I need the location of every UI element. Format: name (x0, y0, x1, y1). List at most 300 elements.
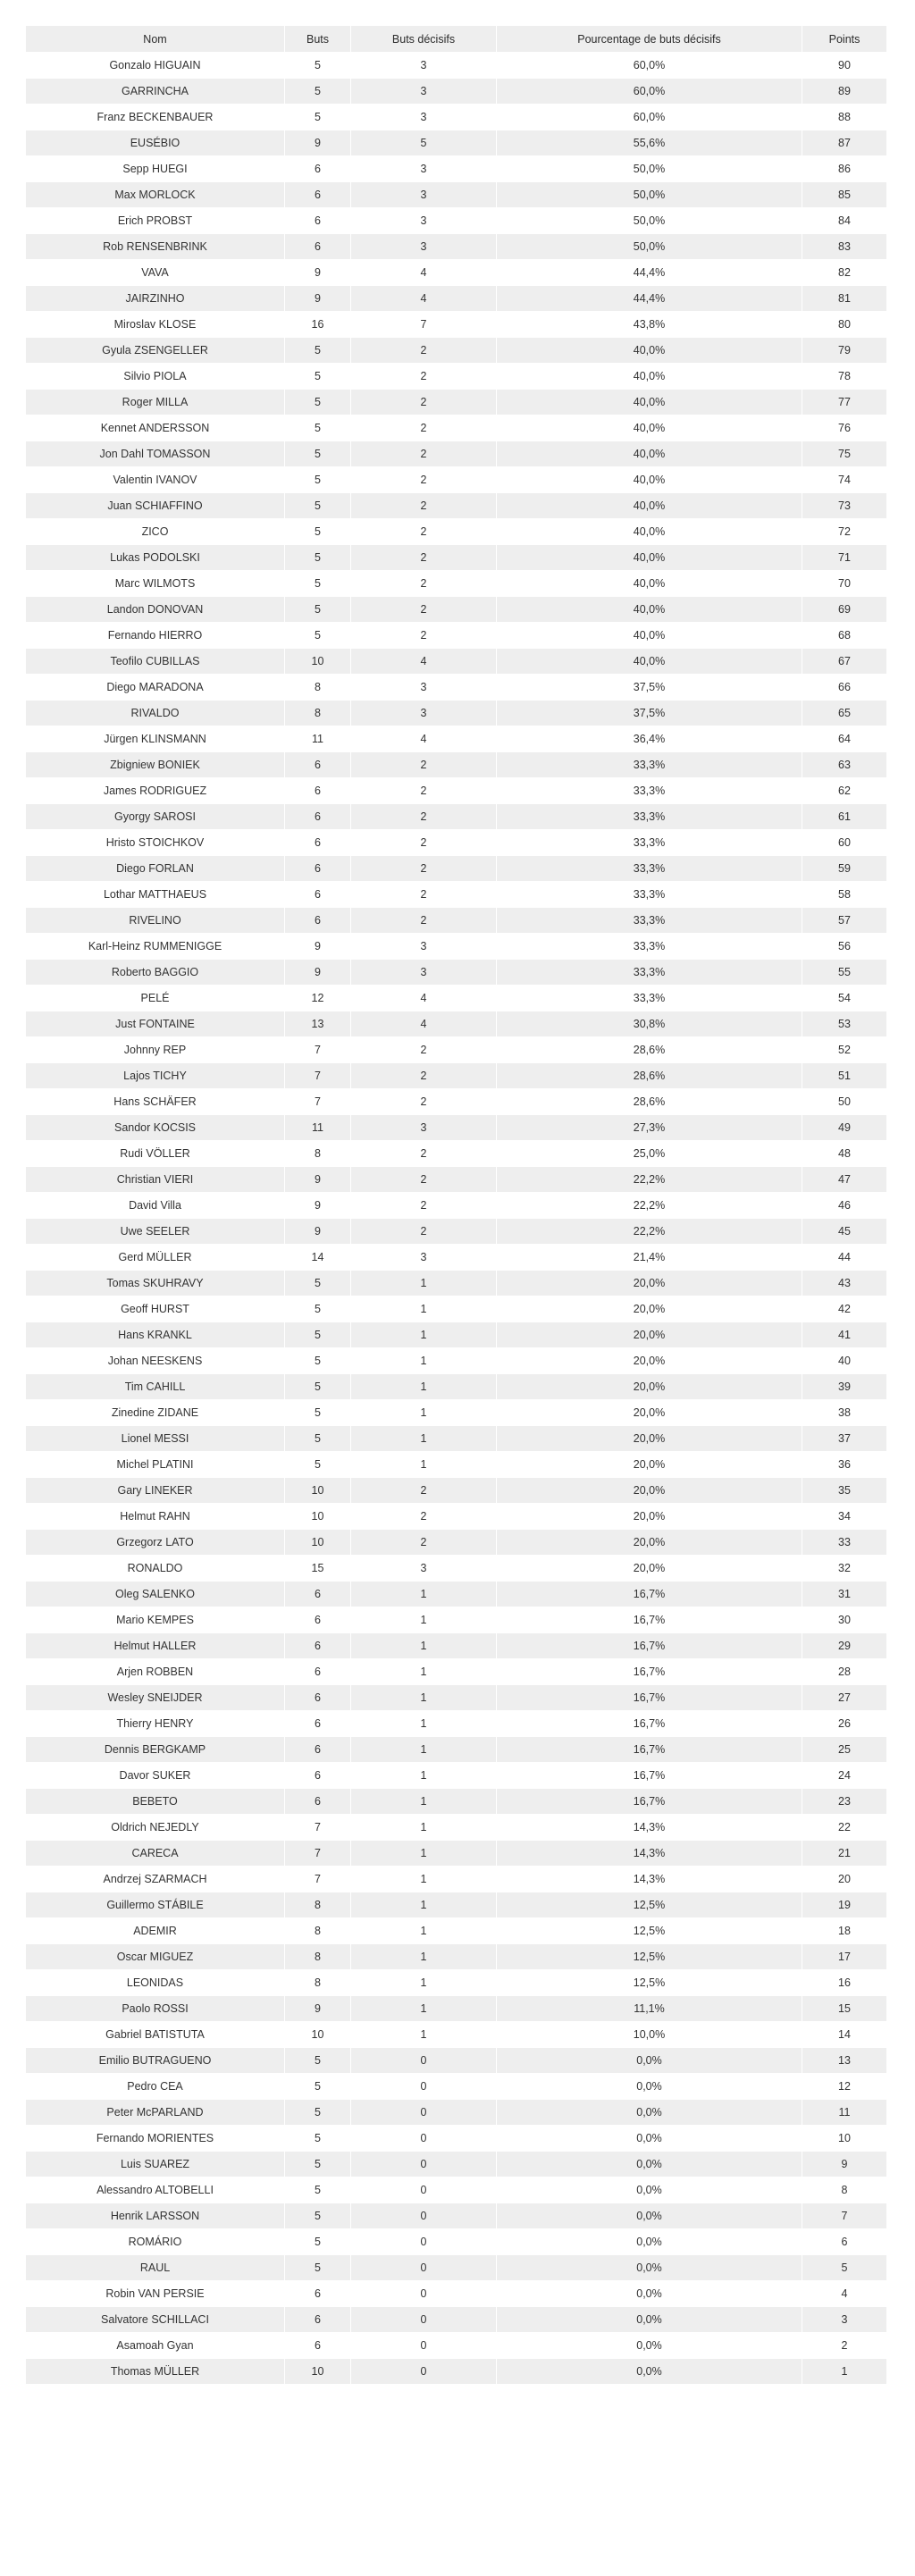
table-row[interactable] (26, 156, 886, 181)
table-row[interactable] (26, 1219, 886, 1244)
cell-nom: Asamoah Gyan (26, 2333, 284, 2358)
table-row[interactable] (26, 1115, 886, 1140)
table-row[interactable] (26, 2022, 886, 2047)
cell-pourcentage: 28,6% (497, 1037, 802, 1062)
table-row[interactable] (26, 2307, 886, 2332)
table-row[interactable] (26, 986, 886, 1011)
cell-pourcentage: 16,7% (497, 1685, 802, 1710)
table-row[interactable] (26, 1737, 886, 1762)
cell-nom: Diego MARADONA (26, 675, 284, 700)
cell-buts-decisifs: 1 (351, 1374, 496, 1399)
cell-pourcentage: 0,0% (497, 2048, 802, 2073)
cell-points: 34 (802, 1504, 886, 1529)
cell-buts: 8 (285, 1970, 350, 1995)
cell-buts: 7 (285, 1867, 350, 1892)
cell-points: 53 (802, 1011, 886, 1036)
cell-buts: 6 (285, 778, 350, 803)
table-row[interactable] (26, 1996, 886, 2021)
cell-pourcentage: 12,5% (497, 1918, 802, 1943)
cell-buts-decisifs: 0 (351, 2203, 496, 2228)
cell-buts: 5 (285, 53, 350, 78)
cell-buts: 9 (285, 934, 350, 959)
cell-buts: 5 (285, 623, 350, 648)
cell-buts-decisifs: 2 (351, 390, 496, 415)
table-row[interactable] (26, 1167, 886, 1192)
cell-nom: Marc WILMOTS (26, 571, 284, 596)
cell-points: 42 (802, 1296, 886, 1322)
cell-nom: Dennis BERGKAMP (26, 1737, 284, 1762)
cell-pourcentage: 25,0% (497, 1141, 802, 1166)
table-row[interactable] (26, 804, 886, 829)
table-row[interactable] (26, 1892, 886, 1917)
cell-pourcentage: 0,0% (497, 2152, 802, 2177)
cell-buts-decisifs: 2 (351, 338, 496, 363)
table-row[interactable] (26, 778, 886, 803)
column-header-pourcentage[interactable]: Pourcentage de buts décisifs (497, 26, 802, 52)
table-row[interactable] (26, 1763, 886, 1788)
cell-pourcentage: 22,2% (497, 1219, 802, 1244)
table-row[interactable] (26, 1296, 886, 1322)
cell-pourcentage: 0,0% (497, 2203, 802, 2228)
table-row[interactable] (26, 1711, 886, 1736)
table-row[interactable] (26, 2281, 886, 2306)
table-row[interactable] (26, 2255, 886, 2280)
cell-points: 65 (802, 701, 886, 726)
cell-buts: 6 (285, 1582, 350, 1607)
cell-pourcentage: 37,5% (497, 675, 802, 700)
cell-buts-decisifs: 3 (351, 208, 496, 233)
table-row[interactable] (26, 2100, 886, 2125)
cell-nom: Lionel MESSI (26, 1426, 284, 1451)
cell-nom: Helmut HALLER (26, 1633, 284, 1658)
table-row[interactable] (26, 1141, 886, 1166)
cell-points: 66 (802, 675, 886, 700)
cell-buts-decisifs: 4 (351, 1011, 496, 1036)
cell-points: 11 (802, 2100, 886, 2125)
cell-points: 60 (802, 830, 886, 855)
table-row[interactable] (26, 908, 886, 933)
cell-nom: Peter McPARLAND (26, 2100, 284, 2125)
player-stats-table (25, 25, 887, 2385)
cell-buts: 6 (285, 1711, 350, 1736)
table-row[interactable] (26, 1841, 886, 1866)
cell-points: 44 (802, 1245, 886, 1270)
cell-buts: 7 (285, 1037, 350, 1062)
table-row[interactable] (26, 571, 886, 596)
cell-points: 52 (802, 1037, 886, 1062)
cell-points: 82 (802, 260, 886, 285)
cell-buts: 5 (285, 2074, 350, 2099)
cell-nom: Oleg SALENKO (26, 1582, 284, 1607)
cell-nom: Tomas SKUHRAVY (26, 1271, 284, 1296)
table-row[interactable] (26, 649, 886, 674)
cell-nom: Andrzej SZARMACH (26, 1867, 284, 1892)
cell-buts-decisifs: 2 (351, 597, 496, 622)
cell-points: 67 (802, 649, 886, 674)
cell-points: 48 (802, 1141, 886, 1166)
table-row[interactable] (26, 1037, 886, 1062)
cell-buts: 10 (285, 1478, 350, 1503)
cell-buts: 5 (285, 1426, 350, 1451)
cell-nom: Zinedine ZIDANE (26, 1400, 284, 1425)
table-row[interactable] (26, 415, 886, 441)
cell-pourcentage: 40,0% (497, 338, 802, 363)
cell-buts-decisifs: 0 (351, 2048, 496, 2073)
cell-buts-decisifs: 2 (351, 1089, 496, 1114)
cell-buts: 8 (285, 1918, 350, 1943)
cell-pourcentage: 33,3% (497, 752, 802, 777)
cell-pourcentage: 33,3% (497, 960, 802, 985)
cell-buts-decisifs: 0 (351, 2281, 496, 2306)
cell-buts-decisifs: 2 (351, 571, 496, 596)
cell-buts-decisifs: 0 (351, 2177, 496, 2203)
cell-nom: Valentin IVANOV (26, 467, 284, 492)
table-row[interactable] (26, 234, 886, 259)
cell-buts-decisifs: 2 (351, 1167, 496, 1192)
table-header (26, 26, 886, 52)
cell-buts-decisifs: 2 (351, 1478, 496, 1503)
cell-buts-decisifs: 2 (351, 441, 496, 466)
cell-nom: BEBETO (26, 1789, 284, 1814)
cell-nom: Gary LINEKER (26, 1478, 284, 1503)
table-row[interactable] (26, 2074, 886, 2099)
cell-nom: Michel PLATINI (26, 1452, 284, 1477)
cell-buts: 9 (285, 960, 350, 985)
table-row[interactable] (26, 286, 886, 311)
table-row[interactable] (26, 105, 886, 130)
cell-buts: 6 (285, 1737, 350, 1762)
cell-pourcentage: 40,0% (497, 493, 802, 518)
cell-buts: 5 (285, 1322, 350, 1347)
table-row[interactable] (26, 53, 886, 78)
table-row[interactable] (26, 1789, 886, 1814)
cell-pourcentage: 50,0% (497, 234, 802, 259)
cell-pourcentage: 40,0% (497, 545, 802, 570)
cell-buts: 6 (285, 1763, 350, 1788)
cell-buts-decisifs: 2 (351, 830, 496, 855)
cell-pourcentage: 0,0% (497, 2307, 802, 2332)
cell-buts-decisifs: 1 (351, 1841, 496, 1866)
cell-nom: Wesley SNEIJDER (26, 1685, 284, 1710)
cell-pourcentage: 40,0% (497, 519, 802, 544)
cell-points: 87 (802, 130, 886, 155)
cell-buts: 5 (285, 390, 350, 415)
cell-buts-decisifs: 1 (351, 1815, 496, 1840)
cell-buts: 5 (285, 1452, 350, 1477)
cell-points: 62 (802, 778, 886, 803)
table-row[interactable] (26, 701, 886, 726)
cell-nom: Gonzalo HIGUAIN (26, 53, 284, 78)
cell-nom: Silvio PIOLA (26, 364, 284, 389)
table-row[interactable] (26, 312, 886, 337)
cell-points: 20 (802, 1867, 886, 1892)
table-row[interactable] (26, 752, 886, 777)
cell-pourcentage: 44,4% (497, 286, 802, 311)
cell-points: 64 (802, 726, 886, 751)
cell-points: 6 (802, 2229, 886, 2254)
cell-nom: Uwe SEELER (26, 1219, 284, 1244)
cell-buts-decisifs: 4 (351, 649, 496, 674)
cell-buts-decisifs: 1 (351, 1867, 496, 1892)
table-row[interactable] (26, 519, 886, 544)
cell-points: 19 (802, 1892, 886, 1917)
column-header-nom[interactable]: Nom (26, 26, 284, 52)
cell-nom: Mario KEMPES (26, 1607, 284, 1632)
cell-nom: Lothar MATTHAEUS (26, 882, 284, 907)
table-row[interactable] (26, 1426, 886, 1451)
cell-buts-decisifs: 1 (351, 1426, 496, 1451)
table-row[interactable] (26, 467, 886, 492)
cell-buts-decisifs: 5 (351, 130, 496, 155)
cell-points: 38 (802, 1400, 886, 1425)
cell-buts-decisifs: 2 (351, 545, 496, 570)
cell-buts: 5 (285, 1296, 350, 1322)
cell-nom: Jürgen KLINSMANN (26, 726, 284, 751)
cell-buts-decisifs: 0 (351, 2074, 496, 2099)
table-row[interactable] (26, 1452, 886, 1477)
table-row[interactable] (26, 390, 886, 415)
cell-points: 15 (802, 1996, 886, 2021)
cell-points: 58 (802, 882, 886, 907)
cell-pourcentage: 14,3% (497, 1867, 802, 1892)
table-row[interactable] (26, 1556, 886, 1581)
cell-buts: 5 (285, 519, 350, 544)
table-row[interactable] (26, 1011, 886, 1036)
table-row[interactable] (26, 1582, 886, 1607)
table-row[interactable] (26, 130, 886, 155)
table-row[interactable] (26, 2203, 886, 2228)
cell-buts: 7 (285, 1089, 350, 1114)
cell-nom: Rob RENSENBRINK (26, 234, 284, 259)
cell-points: 32 (802, 1556, 886, 1581)
cell-pourcentage: 20,0% (497, 1374, 802, 1399)
cell-buts-decisifs: 3 (351, 105, 496, 130)
cell-buts: 5 (285, 2152, 350, 2177)
cell-points: 54 (802, 986, 886, 1011)
cell-pourcentage: 40,0% (497, 571, 802, 596)
cell-buts-decisifs: 0 (351, 2100, 496, 2125)
cell-nom: Alessandro ALTOBELLI (26, 2177, 284, 2203)
cell-points: 73 (802, 493, 886, 518)
cell-buts-decisifs: 1 (351, 1789, 496, 1814)
cell-buts-decisifs: 1 (351, 1918, 496, 1943)
cell-points: 84 (802, 208, 886, 233)
table-row[interactable] (26, 1867, 886, 1892)
cell-pourcentage: 0,0% (497, 2100, 802, 2125)
table-row[interactable] (26, 1271, 886, 1296)
table-row[interactable] (26, 1348, 886, 1373)
table-row[interactable] (26, 623, 886, 648)
cell-nom: Roberto BAGGIO (26, 960, 284, 985)
cell-points: 79 (802, 338, 886, 363)
cell-nom: Zbigniew BONIEK (26, 752, 284, 777)
cell-buts-decisifs: 2 (351, 1530, 496, 1555)
cell-buts-decisifs: 1 (351, 1607, 496, 1632)
table-row[interactable] (26, 1659, 886, 1684)
cell-buts: 6 (285, 2281, 350, 2306)
table-row[interactable] (26, 79, 886, 104)
table-row[interactable] (26, 1944, 886, 1969)
table-row[interactable] (26, 441, 886, 466)
table-row[interactable] (26, 1607, 886, 1632)
table-row[interactable] (26, 1504, 886, 1529)
cell-points: 72 (802, 519, 886, 544)
table-row[interactable] (26, 1322, 886, 1347)
cell-nom: Henrik LARSSON (26, 2203, 284, 2228)
column-header-buts[interactable]: Buts (285, 26, 350, 52)
table-row[interactable] (26, 1400, 886, 1425)
cell-buts: 9 (285, 1193, 350, 1218)
cell-pourcentage: 16,7% (497, 1711, 802, 1736)
cell-points: 27 (802, 1685, 886, 1710)
cell-points: 75 (802, 441, 886, 466)
cell-buts: 6 (285, 1633, 350, 1658)
cell-pourcentage: 16,7% (497, 1633, 802, 1658)
table-row[interactable] (26, 493, 886, 518)
table-row[interactable] (26, 1633, 886, 1658)
table-row[interactable] (26, 1685, 886, 1710)
cell-pourcentage: 44,4% (497, 260, 802, 285)
cell-nom: Helmut RAHN (26, 1504, 284, 1529)
cell-points: 61 (802, 804, 886, 829)
cell-buts-decisifs: 3 (351, 79, 496, 104)
cell-points: 63 (802, 752, 886, 777)
table-row[interactable] (26, 2359, 886, 2384)
cell-pourcentage: 0,0% (497, 2359, 802, 2384)
table-row[interactable] (26, 1063, 886, 1088)
table-row[interactable] (26, 597, 886, 622)
cell-buts-decisifs: 1 (351, 1892, 496, 1917)
cell-nom: Gerd MÜLLER (26, 1245, 284, 1270)
cell-buts-decisifs: 3 (351, 156, 496, 181)
cell-pourcentage: 50,0% (497, 208, 802, 233)
cell-buts: 14 (285, 1245, 350, 1270)
cell-pourcentage: 0,0% (497, 2333, 802, 2358)
table-row[interactable] (26, 2229, 886, 2254)
cell-points: 51 (802, 1063, 886, 1088)
cell-buts-decisifs: 0 (351, 2307, 496, 2332)
cell-buts: 8 (285, 1944, 350, 1969)
cell-points: 46 (802, 1193, 886, 1218)
cell-nom: Sandor KOCSIS (26, 1115, 284, 1140)
cell-buts-decisifs: 2 (351, 467, 496, 492)
cell-points: 40 (802, 1348, 886, 1373)
cell-pourcentage: 40,0% (497, 415, 802, 441)
table-row[interactable] (26, 856, 886, 881)
table-row[interactable] (26, 1815, 886, 1840)
table-row[interactable] (26, 1478, 886, 1503)
cell-buts: 5 (285, 79, 350, 104)
table-row[interactable] (26, 208, 886, 233)
cell-nom: VAVA (26, 260, 284, 285)
cell-buts-decisifs: 1 (351, 2022, 496, 2047)
table-row[interactable] (26, 338, 886, 363)
column-header-points[interactable]: Points (802, 26, 886, 52)
table-row[interactable] (26, 675, 886, 700)
cell-pourcentage: 16,7% (497, 1789, 802, 1814)
cell-buts-decisifs: 1 (351, 1737, 496, 1762)
cell-nom: Miroslav KLOSE (26, 312, 284, 337)
cell-nom: Johan NEESKENS (26, 1348, 284, 1373)
cell-pourcentage: 60,0% (497, 105, 802, 130)
cell-nom: Geoff HURST (26, 1296, 284, 1322)
table-row[interactable] (26, 934, 886, 959)
table-row[interactable] (26, 830, 886, 855)
table-row[interactable] (26, 2152, 886, 2177)
cell-pourcentage: 60,0% (497, 79, 802, 104)
cell-buts-decisifs: 1 (351, 1944, 496, 1969)
table-row[interactable] (26, 726, 886, 751)
table-row[interactable] (26, 1193, 886, 1218)
table-row[interactable] (26, 182, 886, 207)
table-row[interactable] (26, 960, 886, 985)
cell-pourcentage: 0,0% (497, 2074, 802, 2099)
cell-pourcentage: 16,7% (497, 1763, 802, 1788)
cell-buts-decisifs: 0 (351, 2152, 496, 2177)
cell-points: 55 (802, 960, 886, 985)
cell-points: 37 (802, 1426, 886, 1451)
table-row[interactable] (26, 1245, 886, 1270)
cell-nom: Fernando MORIENTES (26, 2126, 284, 2151)
table-row[interactable] (26, 882, 886, 907)
cell-buts: 7 (285, 1063, 350, 1088)
table-row[interactable] (26, 545, 886, 570)
table-row[interactable] (26, 2177, 886, 2203)
cell-pourcentage: 20,0% (497, 1426, 802, 1451)
table-row[interactable] (26, 1970, 886, 1995)
table-row[interactable] (26, 2048, 886, 2073)
cell-nom: Christian VIERI (26, 1167, 284, 1192)
cell-buts-decisifs: 7 (351, 312, 496, 337)
cell-buts-decisifs: 3 (351, 960, 496, 985)
cell-points: 45 (802, 1219, 886, 1244)
cell-buts-decisifs: 2 (351, 1037, 496, 1062)
cell-pourcentage: 10,0% (497, 2022, 802, 2047)
table-row[interactable] (26, 1918, 886, 1943)
cell-points: 78 (802, 364, 886, 389)
cell-buts: 7 (285, 1815, 350, 1840)
cell-nom: Oldrich NEJEDLY (26, 1815, 284, 1840)
cell-points: 1 (802, 2359, 886, 2384)
table-row[interactable] (26, 2126, 886, 2151)
cell-buts: 16 (285, 312, 350, 337)
cell-nom: Gyula ZSENGELLER (26, 338, 284, 363)
cell-buts-decisifs: 3 (351, 1245, 496, 1270)
cell-pourcentage: 33,3% (497, 856, 802, 881)
cell-nom: ADEMIR (26, 1918, 284, 1943)
cell-points: 25 (802, 1737, 886, 1762)
column-header-buts-decisifs[interactable]: Buts décisifs (351, 26, 496, 52)
cell-buts-decisifs: 2 (351, 1219, 496, 1244)
cell-buts: 5 (285, 2229, 350, 2254)
cell-points: 8 (802, 2177, 886, 2203)
table-row[interactable] (26, 2333, 886, 2358)
table-row[interactable] (26, 1374, 886, 1399)
cell-nom: Gyorgy SAROSI (26, 804, 284, 829)
cell-buts-decisifs: 2 (351, 778, 496, 803)
cell-pourcentage: 20,0% (497, 1530, 802, 1555)
table-row[interactable] (26, 364, 886, 389)
cell-points: 85 (802, 182, 886, 207)
table-row[interactable] (26, 1530, 886, 1555)
cell-pourcentage: 12,5% (497, 1970, 802, 1995)
cell-buts: 10 (285, 2022, 350, 2047)
cell-buts-decisifs: 3 (351, 675, 496, 700)
cell-nom: Arjen ROBBEN (26, 1659, 284, 1684)
table-row[interactable] (26, 1089, 886, 1114)
cell-buts: 11 (285, 726, 350, 751)
table-row[interactable] (26, 260, 886, 285)
